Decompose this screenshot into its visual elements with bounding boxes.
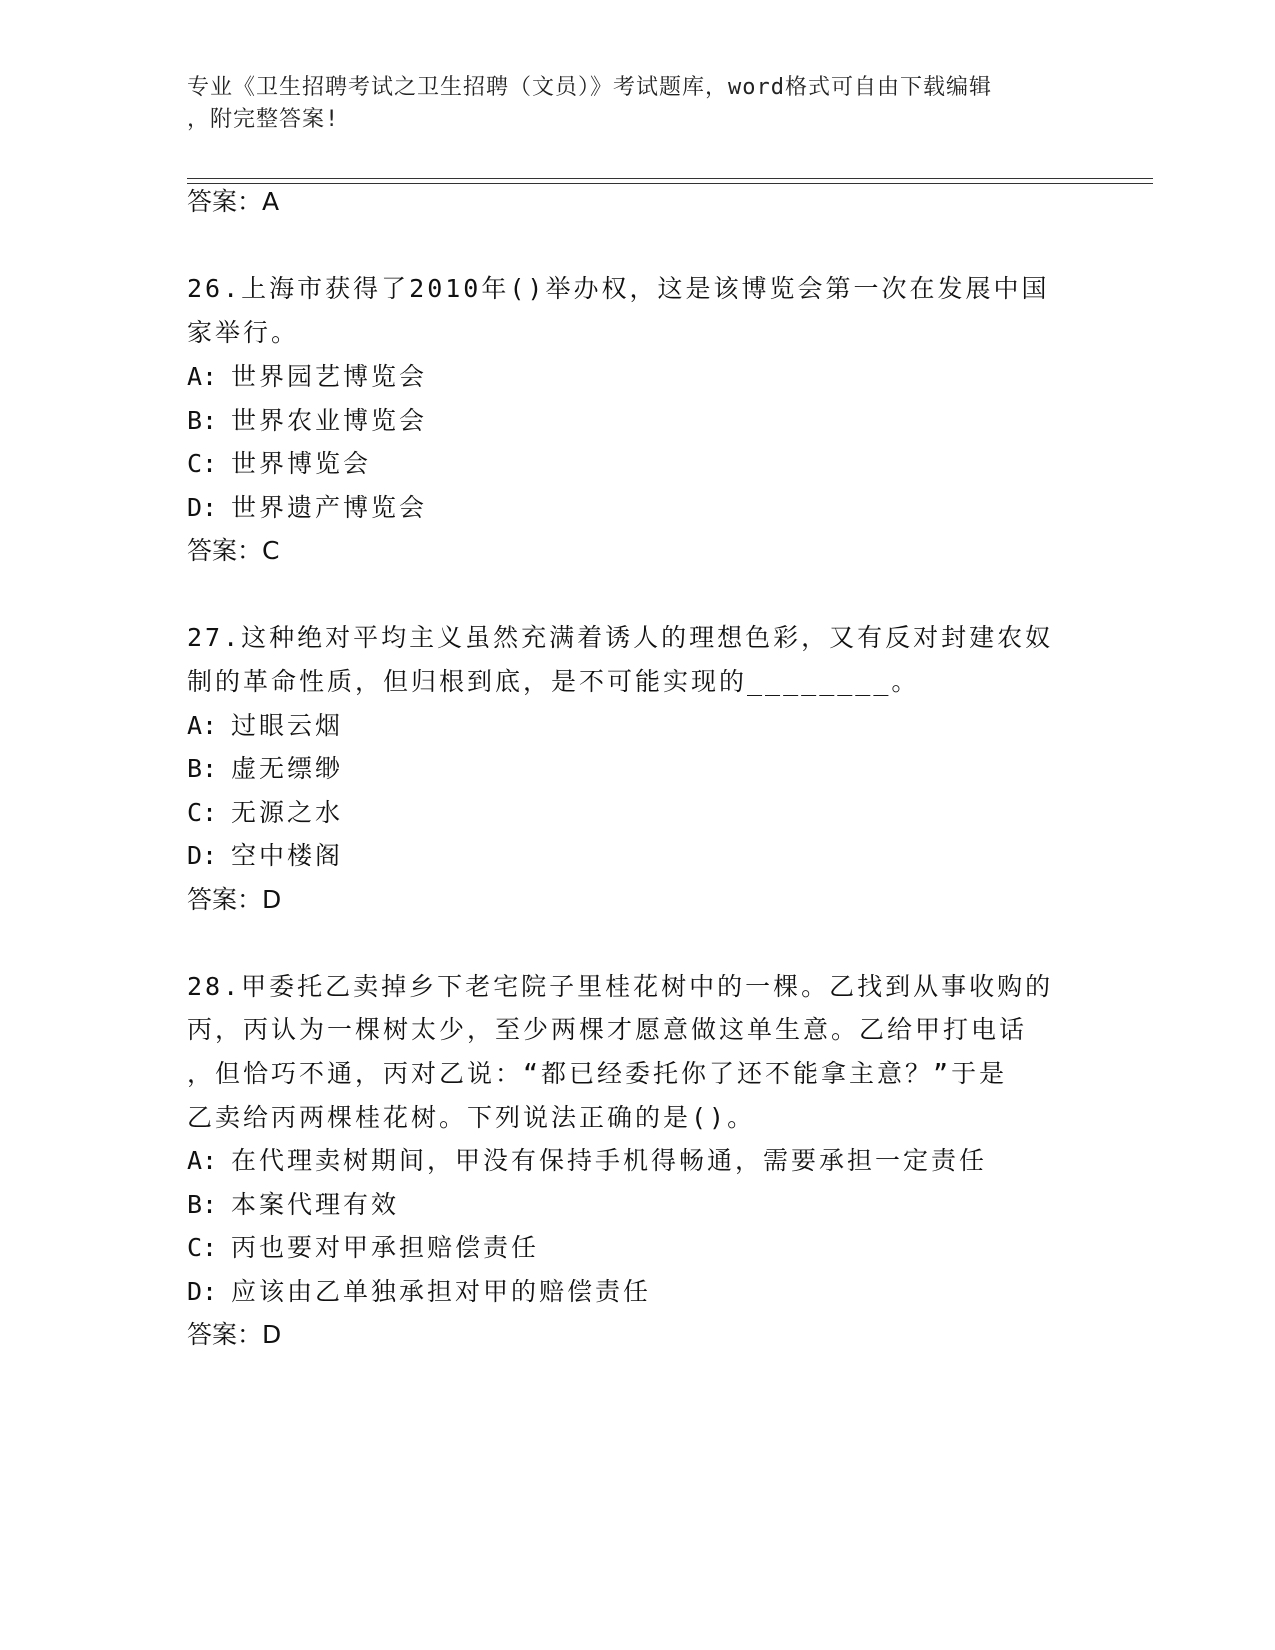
option-text: 应该由乙单独承担对甲的赔偿责任 bbox=[231, 1277, 652, 1306]
question-27-option-d bbox=[187, 839, 343, 873]
question-28-option-a bbox=[187, 1144, 987, 1178]
question-28-line-3: ，但恰巧不通，丙对乙说：“都已经委托你了还不能拿主意？”于是 bbox=[187, 1059, 1008, 1088]
option-text: 过眼云烟 bbox=[231, 711, 344, 740]
question-28-option-b bbox=[187, 1188, 399, 1222]
option-text: 世界园艺博览会 bbox=[231, 362, 428, 391]
question-26-line-1: 26.上海市获得了2010年()举办权，这是该博览会第一次在发展中国 bbox=[187, 274, 1050, 303]
option-text: 世界遗产博览会 bbox=[231, 493, 428, 522]
question-27-line-1: 27.这种绝对平均主义虽然充满着诱人的理想色彩，又有反对封建农奴 bbox=[187, 623, 1054, 652]
question-27-line-2: 制的革命性质，但归根到底，是不可能实现的________。 bbox=[187, 667, 920, 696]
option-text: 无源之水 bbox=[231, 798, 344, 827]
question-26-option-b bbox=[187, 404, 427, 438]
question-26-option-d bbox=[187, 491, 427, 525]
option-key: D: bbox=[187, 841, 218, 870]
answer-25: 答案：A bbox=[187, 187, 280, 216]
answer-26: 答案：C bbox=[187, 536, 280, 565]
question-26-option-c bbox=[187, 447, 371, 481]
option-text: 空中楼阁 bbox=[231, 841, 344, 870]
option-key: D: bbox=[187, 493, 218, 522]
header-divider bbox=[187, 178, 1153, 184]
question-27-option-a bbox=[187, 709, 343, 743]
option-key: C: bbox=[187, 798, 218, 827]
option-key: A: bbox=[187, 362, 218, 391]
page-header bbox=[187, 72, 1087, 136]
question-27-option-c bbox=[187, 796, 343, 830]
option-text: 虚无缥缈 bbox=[231, 754, 344, 783]
question-28-option-d bbox=[187, 1275, 651, 1309]
answer-27: 答案：D bbox=[187, 885, 282, 914]
option-text: 在代理卖树期间，甲没有保持手机得畅通，需要承担一定责任 bbox=[231, 1146, 988, 1175]
question-26-line-2: 家举行。 bbox=[187, 318, 300, 347]
option-text: 丙也要对甲承担赔偿责任 bbox=[231, 1233, 540, 1262]
option-text: 世界博览会 bbox=[231, 449, 372, 478]
option-key: D: bbox=[187, 1277, 218, 1306]
header-line-1: 专业《卫生招聘考试之卫生招聘（文员）》考试题库，word格式可自由下载编辑 bbox=[187, 75, 992, 100]
option-key: B: bbox=[187, 754, 218, 783]
option-key: C: bbox=[187, 449, 218, 478]
option-key: A: bbox=[187, 711, 218, 740]
option-key: C: bbox=[187, 1233, 218, 1262]
question-28-line-4: 乙卖给丙两棵桂花树。下列说法正确的是()。 bbox=[187, 1103, 756, 1132]
option-key: B: bbox=[187, 1190, 218, 1219]
option-text: 本案代理有效 bbox=[231, 1190, 400, 1219]
option-key: B: bbox=[187, 406, 218, 435]
question-28-line-1: 28.甲委托乙卖掉乡下老宅院子里桂花树中的一棵。乙找到从事收购的 bbox=[187, 972, 1054, 1001]
header-line-2: ，附完整答案! bbox=[187, 107, 340, 132]
question-28-line-2: 丙，丙认为一棵树太少，至少两棵才愿意做这单生意。乙给甲打电话 bbox=[187, 1015, 1028, 1044]
question-26-option-a bbox=[187, 360, 427, 394]
option-text: 世界农业博览会 bbox=[231, 406, 428, 435]
option-key: A: bbox=[187, 1146, 218, 1175]
question-27-option-b bbox=[187, 752, 343, 786]
question-28-option-c bbox=[187, 1231, 539, 1265]
answer-28: 答案：D bbox=[187, 1320, 282, 1349]
